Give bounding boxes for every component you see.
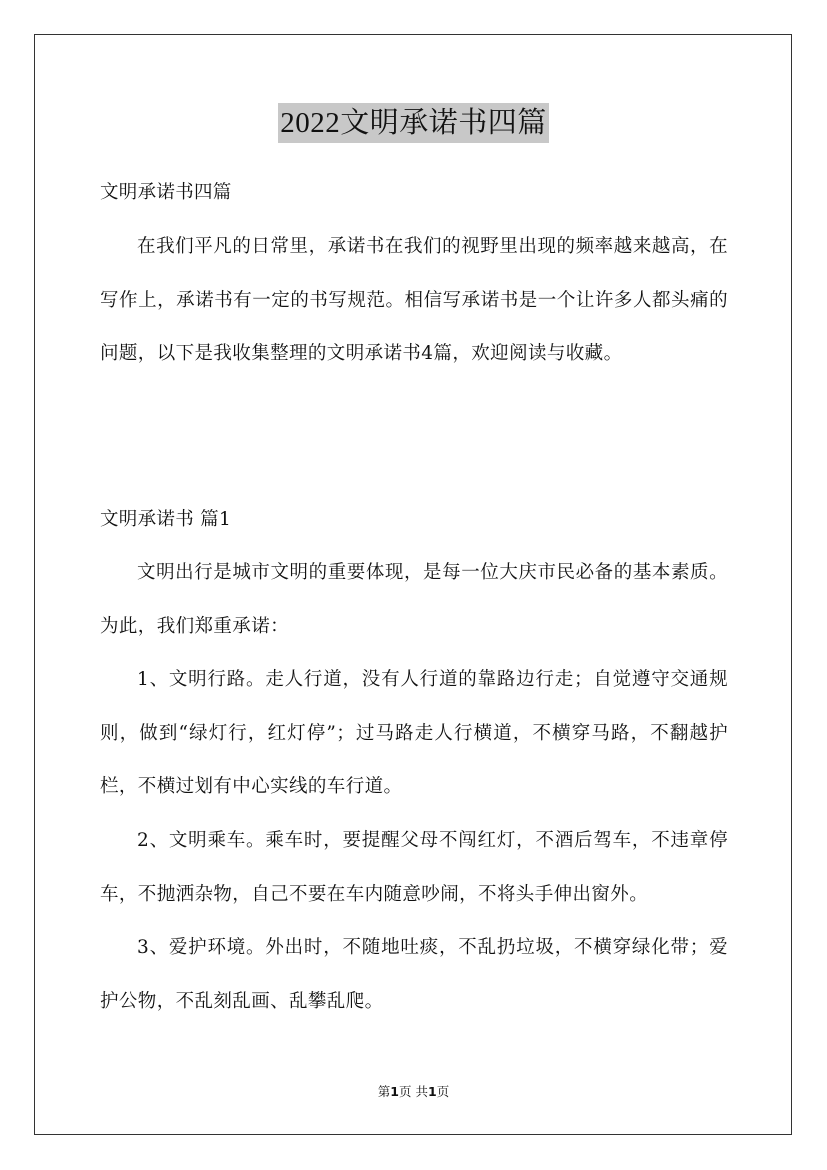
footer-prefix: 第 (377, 1084, 391, 1099)
section1-paragraph-3: 2、文明乘车。乘车时，要提醒父母不闯红灯，不酒后驾车，不违章停车，不抛洒杂物，自己不要在车内随意吵闹，不将头手伸出窗外。 (100, 830, 728, 905)
section1-paragraph-2: 1、文明行路。走人行道，没有人行道的靠路边行走；自觉遵守交通规则，做到“绿灯行，红灯停”；过马路走人行横道，不横穿马路，不翻越护栏，不横过划有中心实线的车行道。 (100, 669, 728, 797)
intro-heading: 文明承诺书四篇 (100, 182, 232, 203)
footer-mid: 页 共 (399, 1084, 428, 1099)
section1-paragraph-4: 3、爱护环境。外出时，不随地吐痰，不乱扔垃圾，不横穿绿化带；爱护公物，不乱刻乱画、乱攀乱爬。 (100, 937, 728, 1012)
footer-suffix: 页 (436, 1084, 450, 1099)
intro-paragraph: 在我们平凡的日常里，承诺书在我们的视野里出现的频率越来越高，在写作上，承诺书有一定的书写规范。相信写承诺书是一个让许多人都头痛的问题，以下是我收集整理的文明承诺书4篇，欢迎阅读与收藏。 (100, 236, 728, 364)
section1-heading: 文明承诺书 篇1 (100, 509, 232, 530)
title-wrap (0, 103, 827, 143)
document-title: 2022文明承诺书四篇 (278, 103, 549, 143)
footer-current-page: 1 (390, 1084, 399, 1099)
page-footer (0, 1082, 827, 1100)
section1-paragraph-1: 文明出行是城市文明的重要体现，是每一位大庆市民必备的基本素质。为此，我们郑重承诺： (100, 562, 728, 637)
footer-total-pages: 1 (427, 1084, 437, 1099)
